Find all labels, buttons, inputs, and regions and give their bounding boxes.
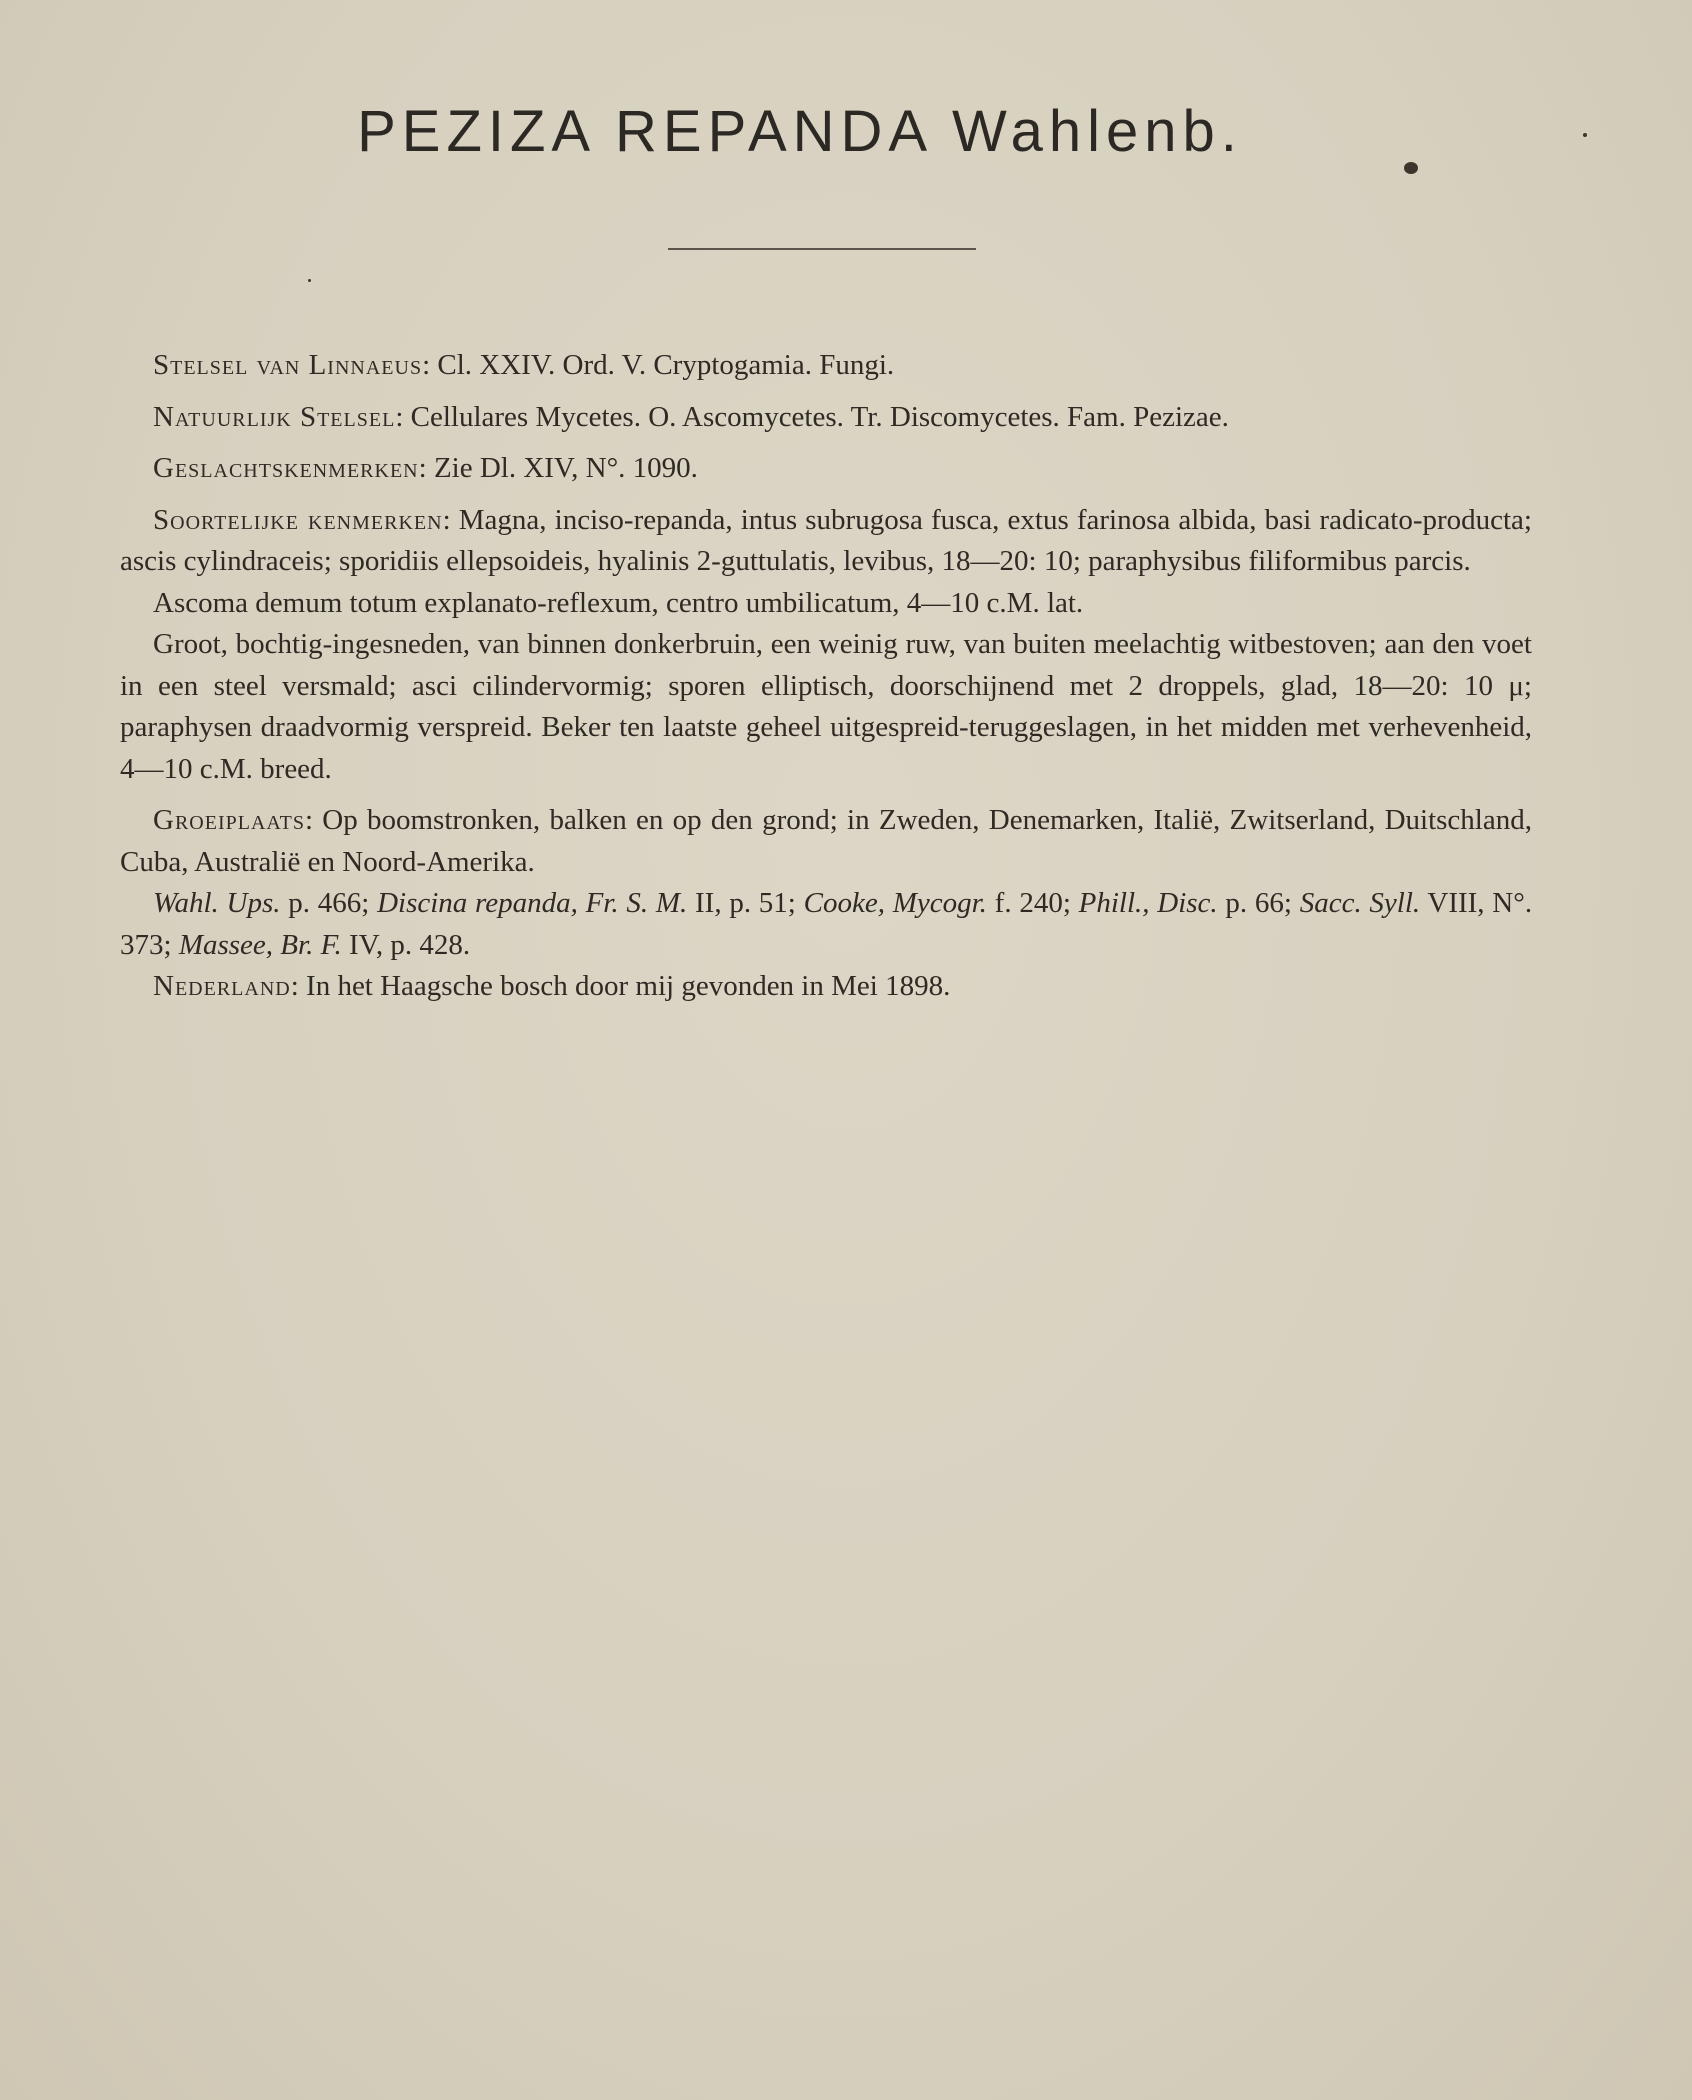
linnaeus-text: Cl. XXIV. Ord. V. Cryptogamia. Fungi. [437, 349, 895, 381]
soort-label: Soortelijke kenmerken [153, 503, 443, 536]
linnaeus-label: Stelsel van Linnaeus [153, 349, 423, 381]
nederland-text: In het Haagsche bosch door mij gevonden in Mei 1898. [306, 970, 951, 1002]
groot-paragraph: Groot, bochtig-ingesneden, van binnen donkerbruin, een weinig ruw, van buiten meelachtig witbestoven; aan den voet in een steel versmald; asci cilindervormig; sporen elliptisch, doorschijnend met 2 droppels, glad, 18—20: 10 μ; paraphysen draadvormig verspreid. Beker ten laatste geheel uitgespreid-teruggeslagen, in het midden met verhevenheid, 4—10 c.M. breed. [120, 628, 1532, 785]
nederland-label: Nederland [153, 970, 291, 1002]
linnaeus-section: Stelsel van Linnaeus: Cl. XXIV. Ord. V. Cryptogamia. Fungi. [153, 349, 895, 381]
reference-sacc-page: VIII, N°. 373; [120, 887, 1533, 961]
groeiplaats-label: Groeiplaats [153, 804, 305, 836]
soort-text: Magna, inciso-repanda, intus subrugosa fusca, extus farinosa albida, basi radicato-producta; ascis cylindraceis; sporidiis ellepsoideis, hyalinis 2-guttulatis, levibus, 18—20: 10; paraphysibus filiformibus parcis. [120, 503, 1532, 577]
title-divider [668, 248, 976, 250]
reference-wahl: Wahl. Ups. [153, 887, 281, 919]
geslacht-label: Geslachtskenmerken [153, 452, 419, 484]
description-block [120, 345, 1532, 1018]
reference-phill-page: p. 66; [1225, 887, 1292, 919]
natuurlijk-label: Natuurlijk Stelsel [153, 400, 396, 433]
groeiplaats-section: Groeiplaats: Op boomstronken, balken en op den grond; in Zweden, Denemarken, Italië, Zwitserland, Duitschland, Cuba, Australië en Noord-Amerika. [120, 804, 1532, 878]
reference-discina-page: II, p. 51; [695, 887, 796, 919]
geslacht-text: Zie Dl. XIV, N°. 1090. [433, 452, 698, 484]
reference-phill: Phill., Disc. [1078, 887, 1218, 919]
ink-speck [308, 279, 311, 282]
groeiplaats-text: Op boomstronken, balken en op den grond; in Zweden, Denemarken, Italië, Zwitserland, Duitschland, Cuba, Australië en Noord-Amerika. [120, 804, 1532, 878]
reference-sacc: Sacc. Syll. [1299, 887, 1421, 919]
page-title: PEZIZA REPANDA Wahlenb. [357, 99, 1243, 164]
reference-cooke: Cooke, Mycogr. [803, 887, 987, 919]
ink-speck [1404, 162, 1418, 174]
reference-wahl-page: p. 466; [288, 887, 370, 919]
geslacht-section: Geslachtskenmerken: Zie Dl. XIV, N°. 1090. [153, 452, 698, 484]
ink-speck [1583, 133, 1587, 137]
reference-massee-page: IV, p. 428. [349, 928, 471, 961]
natuurlijk-text: Cellulares Mycetes. O. Ascomycetes. Tr. Discomycetes. Fam. Pezizae. [410, 400, 1229, 433]
reference-massee: Massee, Br. F. [178, 928, 342, 961]
reference-discina: Discina repanda, Fr. S. M. [377, 887, 688, 919]
natuurlijk-section: Natuurlijk Stelsel: Cellulares Mycetes. O. Ascomycetes. Tr. Discomycetes. Fam. Pezizae. [153, 400, 1229, 433]
ascoma-paragraph: Ascoma demum totum explanato-reflexum, centro umbilicatum, 4—10 c.M. lat. [153, 586, 1084, 619]
reference-cooke-page: f. 240; [994, 887, 1071, 919]
references-paragraph [120, 883, 1532, 966]
nederland-section: Nederland: In het Haagsche bosch door mij gevonden in Mei 1898. [153, 970, 951, 1002]
soort-section: Soortelijke kenmerken: Magna, inciso-repanda, intus subrugosa fusca, extus farinosa albida, basi radicato-producta; ascis cylindraceis; sporidiis ellepsoideis, hyalinis 2-guttulatis, levibus, 18—20: 10; paraphysibus filiformibus parcis. [120, 503, 1532, 577]
